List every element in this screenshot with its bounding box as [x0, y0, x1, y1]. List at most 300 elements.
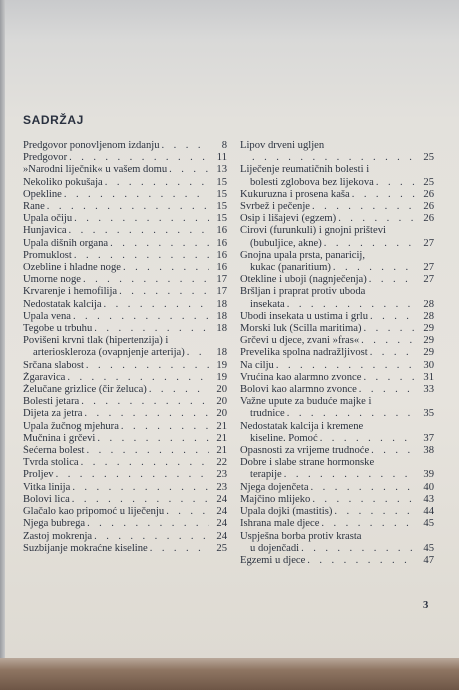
dot-leader — [64, 189, 209, 201]
toc-entry-title: Osip i lišajevi (egzem) — [240, 213, 337, 225]
toc-entry — [23, 274, 227, 286]
dot-leader — [371, 445, 416, 457]
toc-entry-page: 25 — [423, 152, 434, 164]
dot-leader — [307, 555, 416, 567]
toc-entry — [23, 445, 227, 457]
toc-entry-title: Dijeta za jetra — [23, 408, 83, 420]
toc-entry-line — [23, 177, 227, 189]
dot-leader — [110, 238, 209, 250]
toc-entry-line — [23, 445, 227, 457]
toc-entry-title: Tvrda stolica — [23, 457, 79, 469]
toc-entry-title: Promuklost — [23, 249, 72, 261]
dot-leader — [312, 201, 416, 213]
toc-entry-line — [23, 518, 227, 530]
dot-leader — [94, 531, 209, 543]
toc-entry — [240, 360, 434, 372]
toc-entry — [23, 360, 227, 372]
toc-entry-title: Vrućina kao alarmno zvonce — [240, 371, 362, 383]
dot-leader — [150, 543, 209, 555]
toc-entry-title: Lipov drveni ugljen — [240, 140, 325, 151]
toc-entry-line — [23, 250, 227, 262]
toc-entry-line — [23, 335, 227, 347]
dot-leader — [69, 152, 209, 164]
toc-entry-line — [240, 250, 434, 262]
toc-entry — [23, 189, 227, 201]
toc-entry-title: Upala dojki (mastitis) — [240, 506, 333, 518]
dot-leader — [73, 311, 209, 323]
toc-entry — [23, 518, 227, 530]
toc-entry-title: Opasnosti za vrijeme trudnoće — [240, 445, 370, 457]
toc-entry-page: 19 — [216, 371, 227, 383]
toc-entry-line — [23, 262, 227, 274]
toc-entry-line — [240, 152, 434, 164]
toc-entry-line — [23, 408, 227, 420]
toc-entry-line — [23, 201, 227, 213]
toc-entry-line — [240, 531, 434, 543]
toc-entry-title: Bolovi lica — [23, 493, 70, 505]
toc-entry-title: Morski luk (Scilla maritima) — [240, 323, 362, 335]
toc-entry-page: 21 — [216, 420, 227, 432]
toc-entry — [23, 543, 227, 555]
dot-leader — [67, 372, 209, 384]
toc-entry-line — [240, 299, 434, 311]
toc-entry-line — [240, 360, 434, 372]
toc-entry-page: 47 — [423, 554, 434, 566]
toc-entry-title: Nedostatak kalcija i kremene — [240, 420, 364, 432]
toc-entry — [23, 140, 227, 152]
toc-entry-line — [240, 286, 434, 298]
toc-entry-page: 18 — [216, 298, 227, 310]
toc-entry-page: 23 — [216, 469, 227, 481]
toc-entry-line — [240, 457, 434, 469]
dot-leader — [74, 213, 209, 225]
dot-leader — [123, 262, 209, 274]
toc-entry-title: insekata — [250, 298, 285, 310]
toc-entry-title: Tegobe u trbuhu — [23, 323, 93, 335]
dot-leader — [187, 347, 209, 359]
dot-leader — [361, 335, 416, 347]
toc-entry — [240, 421, 434, 445]
toc-entry — [240, 384, 434, 396]
toc-entry — [23, 457, 227, 469]
toc-entry-page: 38 — [423, 445, 434, 457]
toc-entry-page: 15 — [216, 188, 227, 200]
toc-entry — [23, 433, 227, 445]
toc-entry-line — [23, 482, 227, 494]
toc-entry-title: Bolesti jetara — [23, 396, 80, 408]
toc-entry-line — [23, 494, 227, 506]
toc-entry-title: Čirovi (furunkuli) i gnojni prištevi — [240, 225, 386, 237]
toc-entry-page: 33 — [423, 384, 434, 396]
toc-entry-title: Mučnina i grčevi — [23, 432, 96, 444]
toc-entry-title: Umorne noge — [23, 274, 81, 286]
toc-entry-page: 19 — [216, 359, 227, 371]
toc-entry-title: Majčino mlijeko — [240, 493, 311, 505]
toc-entry — [23, 482, 227, 494]
toc-entry — [23, 238, 227, 250]
toc-entry — [240, 311, 434, 323]
toc-entry-line — [240, 189, 434, 201]
toc-entry-title: bolesti zglobova bez lijekova — [250, 176, 374, 188]
toc-entry — [23, 152, 227, 164]
toc-entry-page: 20 — [216, 384, 227, 396]
toc-entry-line — [240, 335, 434, 347]
toc-entry-page: 15 — [216, 201, 227, 213]
toc-entry — [23, 225, 227, 237]
toc-entry-title: Egzemi u djece — [240, 554, 306, 566]
toc-entry-title: Upala žučnog mjehura — [23, 420, 119, 432]
dot-leader — [166, 506, 209, 518]
toc-entry-line — [23, 323, 227, 335]
toc-entry-title: Gnojna upala prsta, panaricij, — [240, 249, 366, 261]
dot-leader — [162, 140, 209, 152]
toc-entry-line — [23, 457, 227, 469]
toc-entry-line — [240, 445, 434, 457]
toc-entry-line — [23, 347, 227, 359]
toc-entry-page: 31 — [423, 371, 434, 383]
dot-leader — [333, 262, 416, 274]
toc-entry-line — [23, 189, 227, 201]
toc-entry-line — [240, 518, 434, 530]
toc-entry-page: 8 — [221, 140, 227, 151]
toc-entry-line — [240, 408, 434, 420]
page-title: SADRŽAJ — [23, 113, 84, 127]
toc-entry-title: u dojenčadi — [250, 542, 300, 554]
toc-entry-page: 24 — [216, 506, 227, 518]
toc-entry — [240, 213, 434, 225]
toc-entry-title: Upala vena — [23, 310, 71, 322]
toc-entry-title: Kukuruzna i prosena kaša — [240, 188, 350, 200]
toc-entry-title: Glačalo kao pripomoć u liječenju — [23, 506, 165, 518]
toc-entry-title: Predgovor — [23, 152, 68, 164]
toc-entry-line — [23, 372, 227, 384]
dot-leader — [83, 274, 209, 286]
toc-entry-title: Otekline i uboji (nagnječenja) — [240, 274, 367, 286]
toc-entry — [23, 262, 227, 274]
toc-entry-line — [240, 494, 434, 506]
toc-entry-line — [240, 140, 434, 152]
dot-leader — [149, 384, 209, 396]
toc-entry-line — [240, 323, 434, 335]
toc-entry-title: Suzbijanje mokraćne kiseline — [23, 542, 148, 554]
toc-entry-title: Njega bubrega — [23, 518, 86, 530]
dot-leader — [376, 177, 416, 189]
toc-column-right — [240, 140, 434, 567]
toc-entry-title: Krvarenje i hemofilija — [23, 286, 118, 298]
toc-entry — [23, 384, 227, 396]
toc-entry-line — [240, 555, 434, 567]
toc-entry — [240, 250, 434, 274]
toc-entry-line — [23, 531, 227, 543]
toc-entry-page: 16 — [216, 225, 227, 237]
toc-entry-title: Opekline — [23, 188, 62, 200]
toc-entry — [240, 482, 434, 494]
toc-entry-line — [240, 213, 434, 225]
toc-entry-line — [23, 384, 227, 396]
table-surface — [0, 658, 459, 690]
toc-entry — [23, 531, 227, 543]
toc-entry-page: 23 — [216, 481, 227, 493]
toc-entry-page: 20 — [216, 408, 227, 420]
toc-entry-line — [23, 140, 227, 152]
toc-entry-page: 27 — [423, 237, 434, 249]
toc-entry-title: Hunjavica — [23, 225, 67, 237]
toc-entry-title: (bubuljice, akne) — [250, 237, 322, 249]
toc-entry-page: 25 — [423, 176, 434, 188]
toc-entry-line — [240, 433, 434, 445]
toc-column-left — [23, 140, 227, 555]
toc-entry-page: 39 — [423, 469, 434, 481]
toc-entry — [240, 140, 434, 164]
toc-entry-line — [23, 225, 227, 237]
toc-entry-line — [23, 543, 227, 555]
toc-entry-title: Ozebline i hladne noge — [23, 262, 121, 274]
toc-entry-page: 27 — [423, 262, 434, 274]
toc-entry-title: Žgaravica — [23, 371, 66, 383]
toc-entry — [240, 189, 434, 201]
toc-entry-title: Predgovor ponovljenom izdanju — [23, 140, 160, 151]
toc-entry-page: 24 — [216, 518, 227, 530]
toc-entry-page: 43 — [423, 493, 434, 505]
toc-entry — [240, 555, 434, 567]
toc-entry — [240, 335, 434, 347]
dot-leader — [369, 274, 416, 286]
toc-entry-line — [240, 262, 434, 274]
dot-leader — [352, 189, 416, 201]
dot-leader — [312, 494, 416, 506]
toc-entry-title: kiseline. Pomoć — [250, 432, 318, 444]
toc-entry-title: Upala očiju — [23, 213, 73, 225]
toc-entry-page: 20 — [216, 396, 227, 408]
toc-entry-line — [240, 421, 434, 433]
toc-entry — [23, 506, 227, 518]
toc-entry-title: terapije — [250, 469, 282, 481]
toc-entry-page: 13 — [216, 164, 227, 176]
toc-entry-line — [23, 286, 227, 298]
toc-entry-page: 16 — [216, 237, 227, 249]
toc-entry — [23, 469, 227, 481]
dot-leader — [334, 506, 416, 518]
toc-entry-title: kukac (panaritium) — [250, 262, 331, 274]
toc-entry-title: Povišeni krvni tlak (hipertenzija) i — [23, 335, 169, 347]
toc-entry — [23, 177, 227, 189]
toc-entry-page: 40 — [423, 481, 434, 493]
toc-entry — [240, 225, 434, 249]
toc-entry-title: »Narodni liječnik« u vašem domu — [23, 164, 168, 176]
toc-entry-title: arterioskleroza (ovapnjenje arterija) — [33, 347, 185, 359]
toc-entry — [23, 164, 227, 176]
dot-leader — [301, 543, 416, 555]
toc-entry-line — [23, 469, 227, 481]
toc-entry-line — [23, 238, 227, 250]
toc-entry — [240, 286, 434, 310]
dot-leader — [370, 347, 416, 359]
toc-entry-line — [23, 311, 227, 323]
toc-entry-title: Vitka linija — [23, 481, 71, 493]
toc-entry-title: Ubodi insekata u ustima i grlu — [240, 310, 368, 322]
toc-entry-title: Važne upute za buduće majke i — [240, 396, 372, 408]
toc-entry-page: 21 — [216, 445, 227, 457]
toc-entry-line — [23, 164, 227, 176]
toc-entry — [23, 213, 227, 225]
toc-entry — [23, 250, 227, 262]
toc-entry-title: Zastoj mokrenja — [23, 530, 93, 542]
toc-entry-page: 45 — [423, 542, 434, 554]
toc-entry-page: 29 — [423, 323, 434, 335]
dot-leader — [69, 225, 209, 237]
dot-leader — [86, 360, 209, 372]
toc-entry-title: Srčana slabost — [23, 359, 84, 371]
toc-entry — [23, 335, 227, 359]
dot-leader — [287, 299, 416, 311]
toc-entry-title: trudnice — [250, 408, 285, 420]
toc-entry-page: 37 — [423, 432, 434, 444]
toc-entry-page: 11 — [216, 152, 227, 164]
toc-entry-title: Nedostatak kalcija — [23, 298, 102, 310]
dot-leader — [86, 445, 209, 457]
toc-entry-title: Upala dišnih organa — [23, 237, 109, 249]
toc-entry-page: 26 — [423, 188, 434, 200]
toc-entry-page: 26 — [423, 213, 434, 225]
toc-entry-page: 45 — [423, 518, 434, 530]
toc-entry-line — [240, 482, 434, 494]
toc-entry-line — [23, 213, 227, 225]
toc-entry — [240, 164, 434, 188]
toc-entry — [23, 396, 227, 408]
toc-entry-line — [240, 177, 434, 189]
toc-entry-page: 35 — [423, 408, 434, 420]
dot-leader — [47, 201, 209, 213]
toc-entry-title: Šećerna bolest — [23, 445, 85, 457]
dot-leader — [364, 323, 416, 335]
toc-entry-title: Liječenje reumatičnih bolesti i — [240, 164, 370, 176]
toc-entry-page: 28 — [423, 310, 434, 322]
toc-entry-title: Svrbež i pečenje — [240, 201, 311, 213]
toc-entry-line — [23, 152, 227, 164]
toc-entry — [240, 323, 434, 335]
toc-entry-page: 18 — [216, 347, 227, 359]
dot-leader — [363, 372, 416, 384]
dot-leader — [121, 421, 209, 433]
toc-entry — [240, 396, 434, 420]
toc-entry-line — [23, 506, 227, 518]
toc-entry — [23, 286, 227, 298]
toc-entry-page: 21 — [216, 432, 227, 444]
dot-leader — [105, 177, 209, 189]
toc-entry-line — [23, 360, 227, 372]
toc-entry-line — [23, 421, 227, 433]
toc-entry-page: 26 — [423, 201, 434, 213]
toc-entry-line — [240, 347, 434, 359]
toc-entry-page: 24 — [216, 530, 227, 542]
dot-leader — [104, 299, 209, 311]
toc-entry-page: 29 — [423, 347, 434, 359]
toc-entry-line — [240, 372, 434, 384]
toc-entry — [240, 494, 434, 506]
dot-leader — [72, 494, 209, 506]
toc-entry — [240, 347, 434, 359]
toc-entry-page: 28 — [423, 298, 434, 310]
dot-leader — [252, 152, 416, 164]
dot-leader — [287, 408, 416, 420]
toc-entry — [240, 518, 434, 530]
toc-entry-page: 16 — [216, 262, 227, 274]
toc-entry-line — [240, 201, 434, 213]
dot-leader — [56, 469, 209, 481]
toc-entry-page: 18 — [216, 310, 227, 322]
toc-entry-line — [240, 543, 434, 555]
toc-entry — [240, 274, 434, 286]
page-number: 3 — [423, 600, 429, 611]
dot-leader — [284, 469, 416, 481]
toc-entry-title: Bolovi kao alarmno zvonce — [240, 384, 357, 396]
toc-entry — [240, 531, 434, 555]
toc-entry-page: 44 — [423, 506, 434, 518]
toc-entry — [240, 372, 434, 384]
toc-entry-line — [23, 299, 227, 311]
toc-entry-line — [240, 225, 434, 237]
dot-leader — [97, 433, 209, 445]
dot-leader — [81, 396, 209, 408]
toc-entry-line — [240, 506, 434, 518]
toc-entry-page: 17 — [216, 286, 227, 298]
toc-entry-title: Ishrana male djece — [240, 518, 320, 530]
toc-entry-page: 27 — [423, 274, 434, 286]
toc-entry-line — [240, 274, 434, 286]
toc-entry-title: Proljev — [23, 469, 54, 481]
dot-leader — [324, 238, 416, 250]
dot-leader — [321, 518, 416, 530]
toc-entry-title: Na cilju — [240, 359, 274, 371]
toc-entry-page: 30 — [423, 359, 434, 371]
toc-entry-title: Dobre i slabe strane hormonske — [240, 457, 375, 469]
toc-entry-line — [240, 311, 434, 323]
dot-leader — [84, 408, 209, 420]
dot-leader — [72, 482, 209, 494]
toc-entry-title: Bršljan i praprat protiv uboda — [240, 286, 366, 298]
toc-entry — [240, 457, 434, 481]
toc-entry-line — [240, 384, 434, 396]
dot-leader — [87, 518, 209, 530]
toc-entry-title: Želučane grizlice (čir želuca) — [23, 384, 147, 396]
dot-leader — [370, 311, 416, 323]
toc-entry — [23, 311, 227, 323]
toc-entry-title: Nekoliko pokušaja — [23, 176, 103, 188]
toc-entry-title: Rane — [23, 201, 45, 213]
toc-entry-line — [240, 469, 434, 481]
toc-entry-line — [240, 164, 434, 176]
toc-entry-title: Prevelika spolna nadražljivost — [240, 347, 368, 359]
dot-leader — [74, 250, 209, 262]
toc-entry-line — [240, 238, 434, 250]
toc-entry — [23, 299, 227, 311]
toc-entry — [23, 372, 227, 384]
toc-entry-line — [23, 396, 227, 408]
dot-leader — [338, 213, 416, 225]
toc-entry-page: 29 — [423, 335, 434, 347]
toc-entry-line — [23, 274, 227, 286]
toc-entry-line — [240, 396, 434, 408]
toc-entry-line — [23, 433, 227, 445]
toc-entry — [240, 445, 434, 457]
dot-leader — [94, 323, 209, 335]
dot-leader — [81, 457, 209, 469]
toc-entry-title: Grčevi u djece, zvani »fras« — [240, 335, 360, 347]
dot-leader — [169, 164, 209, 176]
toc-entry-title: Njega dojenčeta — [240, 481, 309, 493]
toc-entry-page: 16 — [216, 249, 227, 261]
toc-entry-page: 25 — [216, 542, 227, 554]
